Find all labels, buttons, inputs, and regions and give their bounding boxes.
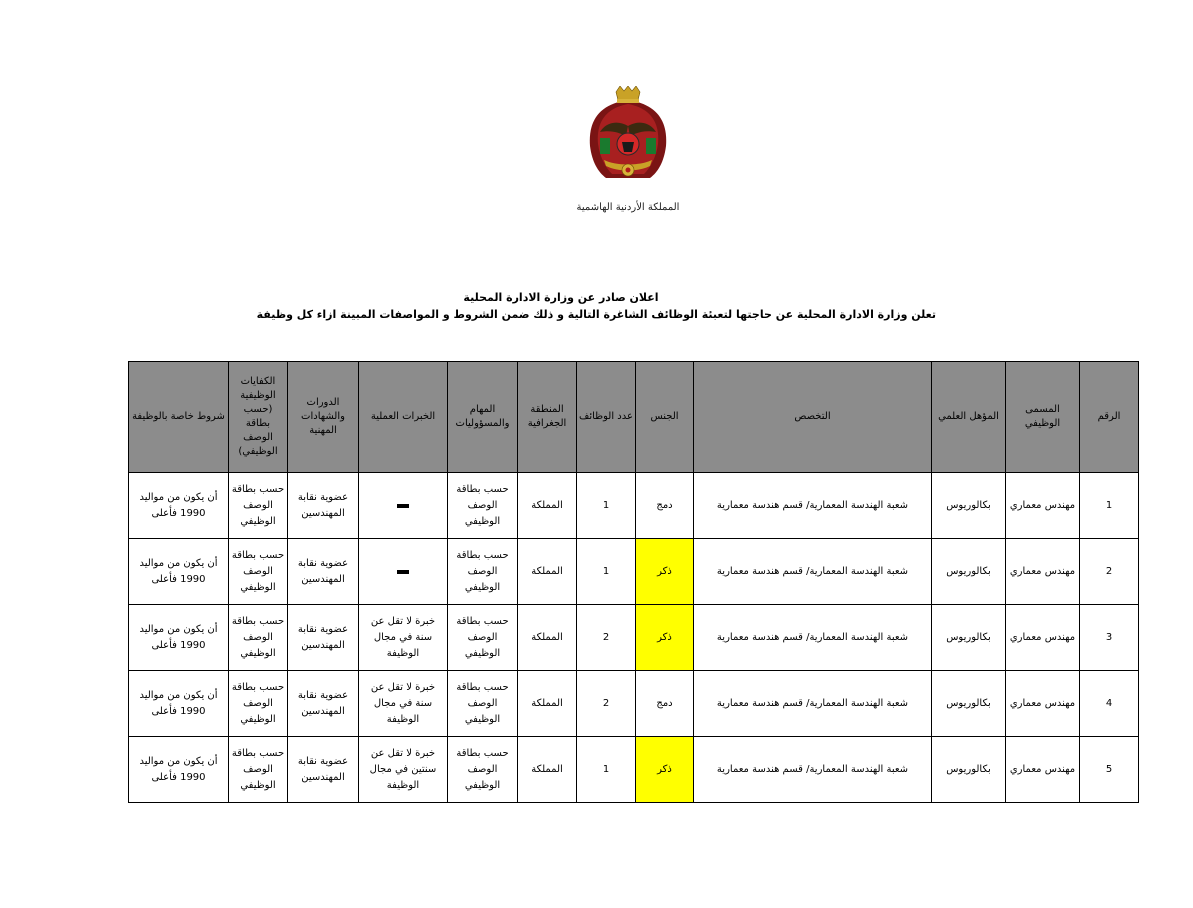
- table-row: [129, 671, 1139, 737]
- cell-gender: ذكر: [636, 605, 694, 671]
- table-body: [129, 473, 1139, 803]
- cell-experience: خبرة لا تقل عن سنتين في مجال الوظيفة: [359, 737, 448, 803]
- cell-gender: ذكر: [636, 539, 694, 605]
- cell-special: أن يكون من مواليد 1990 فأعلى: [129, 737, 229, 803]
- cell-qualification: بكالوريوس: [932, 539, 1006, 605]
- cell-gender: ذكر: [636, 737, 694, 803]
- cell-count: 1: [577, 473, 636, 539]
- header-experience: الخبرات العملية: [359, 362, 448, 473]
- coat-of-arms-emblem: [570, 86, 686, 216]
- cell-specialty: شعبة الهندسة المعمارية/ قسم هندسة معمارية: [694, 473, 932, 539]
- cell-competencies: حسب بطاقة الوصف الوظيفي: [229, 671, 288, 737]
- table-header-row: [129, 362, 1139, 473]
- cell-duties: حسب بطاقة الوصف الوظيفي: [448, 605, 518, 671]
- table-row: [129, 605, 1139, 671]
- cell-experience: [359, 473, 448, 539]
- header-region: المنطقة الجغرافية: [518, 362, 577, 473]
- cell-no: 1: [1080, 473, 1139, 539]
- cell-no: 4: [1080, 671, 1139, 737]
- announcement-title: اعلان صادر عن وزارة الادارة المحلية: [463, 291, 659, 304]
- header-no: الرقم: [1080, 362, 1139, 473]
- cell-experience: خبرة لا تقل عن سنة في مجال الوظيفة: [359, 605, 448, 671]
- table-row: [129, 737, 1139, 803]
- cell-gender: دمج: [636, 671, 694, 737]
- cell-qualification: بكالوريوس: [932, 737, 1006, 803]
- cell-no: 3: [1080, 605, 1139, 671]
- cell-competencies: حسب بطاقة الوصف الوظيفي: [229, 605, 288, 671]
- cell-qualification: بكالوريوس: [932, 605, 1006, 671]
- cell-courses: عضوية نقابة المهندسين: [288, 671, 359, 737]
- cell-courses: عضوية نقابة المهندسين: [288, 473, 359, 539]
- cell-special: أن يكون من مواليد 1990 فأعلى: [129, 539, 229, 605]
- cell-gender: دمج: [636, 473, 694, 539]
- cell-title: مهندس معماري: [1006, 473, 1080, 539]
- cell-region: المملكة: [518, 737, 577, 803]
- cell-specialty: شعبة الهندسة المعمارية/ قسم هندسة معمارية: [694, 605, 932, 671]
- cell-count: 2: [577, 605, 636, 671]
- cell-title: مهندس معماري: [1006, 671, 1080, 737]
- cell-special: أن يكون من مواليد 1990 فأعلى: [129, 473, 229, 539]
- cell-duties: حسب بطاقة الوصف الوظيفي: [448, 539, 518, 605]
- cell-no: 5: [1080, 737, 1139, 803]
- cell-count: 1: [577, 737, 636, 803]
- cell-title: مهندس معماري: [1006, 605, 1080, 671]
- table-row: [129, 539, 1139, 605]
- header-count: عدد الوظائف: [577, 362, 636, 473]
- cell-courses: عضوية نقابة المهندسين: [288, 605, 359, 671]
- header-courses: الدورات والشهادات المهنية: [288, 362, 359, 473]
- cell-special: أن يكون من مواليد 1990 فأعلى: [129, 605, 229, 671]
- cell-region: المملكة: [518, 605, 577, 671]
- cell-courses: عضوية نقابة المهندسين: [288, 737, 359, 803]
- cell-region: المملكة: [518, 539, 577, 605]
- cell-special: أن يكون من مواليد 1990 فأعلى: [129, 671, 229, 737]
- dash-mark: [397, 504, 409, 508]
- cell-specialty: شعبة الهندسة المعمارية/ قسم هندسة معمارية: [694, 737, 932, 803]
- cell-specialty: شعبة الهندسة المعمارية/ قسم هندسة معمارية: [694, 671, 932, 737]
- cell-qualification: بكالوريوس: [932, 473, 1006, 539]
- header-competencies: الكفايات الوظيفية (حسب بطاقة الوصف الوظيفي): [229, 362, 288, 473]
- announcement-heading: [130, 289, 936, 323]
- header-special: شروط خاصة بالوظيفة: [129, 362, 229, 473]
- header-qualification: المؤهل العلمي: [932, 362, 1006, 473]
- cell-competencies: حسب بطاقة الوصف الوظيفي: [229, 539, 288, 605]
- header-title: المسمى الوظيفي: [1006, 362, 1080, 473]
- coat-of-arms-icon: [570, 86, 686, 216]
- header-specialty: التخصص: [694, 362, 932, 473]
- header-gender: الجنس: [636, 362, 694, 473]
- cell-count: 1: [577, 539, 636, 605]
- cell-region: المملكة: [518, 473, 577, 539]
- cell-specialty: شعبة الهندسة المعمارية/ قسم هندسة معمارية: [694, 539, 932, 605]
- cell-no: 2: [1080, 539, 1139, 605]
- cell-title: مهندس معماري: [1006, 539, 1080, 605]
- vacancies-table: [128, 361, 1139, 803]
- cell-duties: حسب بطاقة الوصف الوظيفي: [448, 671, 518, 737]
- dash-mark: [397, 570, 409, 574]
- cell-duties: حسب بطاقة الوصف الوظيفي: [448, 473, 518, 539]
- cell-count: 2: [577, 671, 636, 737]
- cell-competencies: حسب بطاقة الوصف الوظيفي: [229, 737, 288, 803]
- cell-title: مهندس معماري: [1006, 737, 1080, 803]
- cell-region: المملكة: [518, 671, 577, 737]
- header-duties: المهام والمسؤوليات: [448, 362, 518, 473]
- announcement-subtitle: تعلن وزارة الادارة المحلية عن حاجتها لتعبئة الوظائف الشاغرة التالية و ذلك ضمن الشروط و المواصفات المبينة ازاء كل وظيفة: [256, 308, 936, 321]
- cell-courses: عضوية نقابة المهندسين: [288, 539, 359, 605]
- svg-text:المملكة الأردنية الهاشمية: المملكة الأردنية الهاشمية: [576, 202, 680, 213]
- table-row: [129, 473, 1139, 539]
- cell-duties: حسب بطاقة الوصف الوظيفي: [448, 737, 518, 803]
- cell-competencies: حسب بطاقة الوصف الوظيفي: [229, 473, 288, 539]
- cell-experience: خبرة لا تقل عن سنة في مجال الوظيفة: [359, 671, 448, 737]
- cell-experience: [359, 539, 448, 605]
- cell-qualification: بكالوريوس: [932, 671, 1006, 737]
